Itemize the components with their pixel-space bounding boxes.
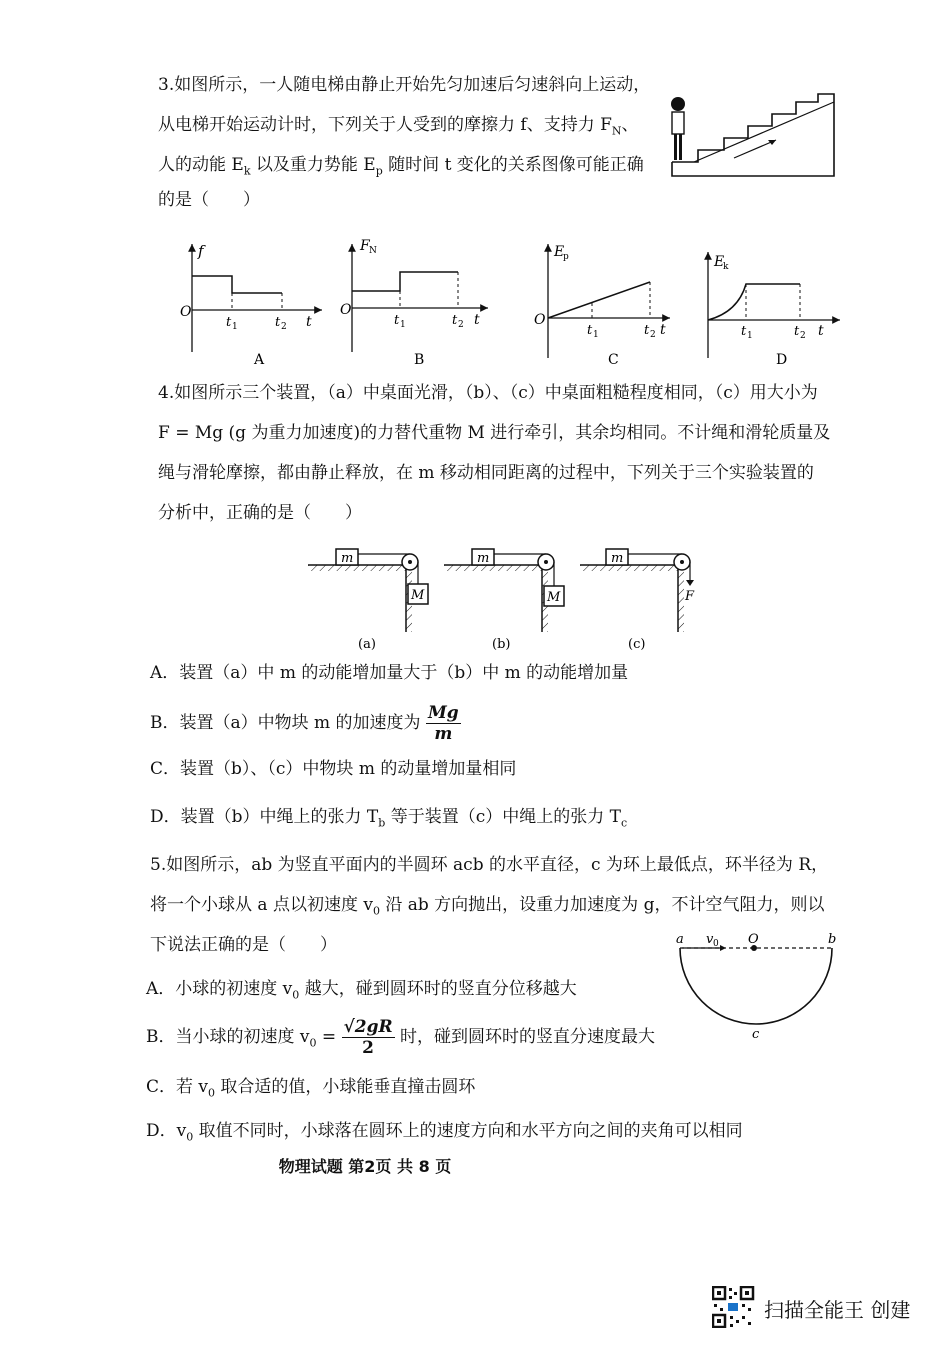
q5-point-o: O (748, 932, 759, 947)
q5-line-3: 下说法正确的是（ ） (150, 935, 337, 955)
graph-c (534, 244, 670, 368)
q5-point-c: c (752, 1027, 760, 1042)
q4-option-b-num: Mg (427, 703, 459, 723)
q4-option-d-text: D．装置（b）中绳上的张力 T (150, 807, 379, 827)
page-footer: 物理试题 第2页 共 8 页 (278, 1157, 452, 1176)
q3-line-3 (158, 154, 644, 182)
q5-option-b-sub: 0 (309, 1036, 317, 1050)
q5-option-a-tail: 越大，碰到圆环时的竖直分位移越大 (299, 979, 577, 999)
qr-code-icon (712, 1286, 756, 1328)
graph-c-t2: t (644, 323, 650, 338)
graph-c-t1: t (587, 323, 593, 338)
graph-d-taxis: t (818, 323, 824, 339)
watermark-text: 扫描全能王 创建 (764, 1298, 911, 1322)
q5-v0-sub: 0 (713, 939, 719, 949)
q5-line-1: 5.如图所示，ab 为竖直平面内的半圆环 acb 的水平直径，c 为环上最低点，环半径为 R， (150, 855, 829, 875)
graph-a-label: A (254, 352, 265, 368)
q5-option-a-sub: 0 (292, 988, 300, 1002)
q3-line-4: 的是（ ） (158, 190, 260, 210)
q5-semicircle-figure (668, 928, 844, 1044)
setup-a (308, 549, 428, 652)
q5-option-d-sub: 0 (186, 1130, 194, 1144)
q5-option-b-tail: 时，碰到圆环时的竖直分速度最大 (394, 1027, 656, 1047)
graph-d-ysub: k (723, 262, 729, 272)
graph-b-label: B (414, 352, 425, 368)
q3-line-3-sub: k (243, 164, 251, 178)
q4-line-2: F = Mg (g 为重力加速度)的力替代重物 M 进行牵引，其余均相同。不计绳和滑轮质量及 (158, 423, 831, 443)
q5-option-b-fraction (342, 1017, 395, 1058)
q3-line-1: 3.如图所示，一人随电梯由静止开始先匀加速后匀速斜向上运动， (158, 75, 651, 95)
graph-b-origin: O (340, 302, 352, 318)
graph-b-t2-sub: 2 (458, 320, 464, 330)
graph-d-t1: t (741, 324, 747, 339)
graph-d-t1-sub: 1 (747, 331, 753, 341)
graph-b (340, 238, 488, 368)
escalator-figure (664, 86, 840, 178)
graph-a-t2-sub: 2 (281, 322, 287, 332)
graph-c-t1-sub: 1 (593, 330, 599, 340)
q3-graphs (176, 236, 846, 372)
q3-line-2 (158, 114, 639, 142)
setup-b-hang: M (547, 590, 561, 605)
q5-option-d-tail: 取值不同时，小球落在圆环上的速度方向和水平方向之间的夹角可以相同 (193, 1121, 743, 1141)
setup-b (444, 549, 564, 652)
setup-c (580, 549, 695, 652)
graph-d-ylabel: E (714, 254, 725, 270)
q4-option-d (150, 806, 627, 834)
graph-d-label: D (776, 352, 788, 368)
q3-line-3-sub2: p (375, 164, 383, 178)
graph-a-t1: t (226, 315, 232, 330)
graph-a (180, 242, 322, 368)
setup-b-block: m (477, 551, 490, 566)
q4-option-c: C．装置（b）、（c）中物块 m 的动量增加量相同 (150, 759, 517, 779)
setup-a-hang: M (411, 588, 425, 603)
q3-line-2-text: 从电梯开始运动计时，下列关于人受到的摩擦力 f、支持力 F (158, 115, 612, 135)
q5-v0: v (706, 932, 714, 947)
q5-option-d (146, 1120, 743, 1148)
q5-line-2-text: 将一个小球从 a 点以初速度 v (150, 895, 373, 915)
q3-line-3-text: 人的动能 E (158, 155, 244, 175)
graph-b-t2: t (452, 313, 458, 328)
q4-option-b-den: m (434, 724, 453, 744)
graph-b-t1: t (394, 313, 400, 328)
graph-a-t1-sub: 1 (232, 322, 238, 332)
graph-c-ysub: p (563, 252, 569, 262)
q5-point-a: a (676, 932, 684, 947)
q5-line-2 (150, 894, 824, 922)
q4-line-3: 绳与滑轮摩擦，都由静止释放，在 m 移动相同距离的过程中，下列关于三个实验装置的 (158, 463, 814, 483)
q4-option-d-sub1: b (378, 816, 386, 830)
graph-b-ylabel: F (360, 238, 370, 254)
q5-line-2-tail: 沿 ab 方向抛出，设重力加速度为 g，不计空气阻力，则以 (379, 895, 825, 915)
q4-pulley-figure (306, 542, 706, 654)
graph-c-taxis: t (660, 322, 666, 338)
setup-b-caption: (b) (492, 637, 511, 652)
graph-b-ysub: N (369, 246, 377, 256)
graph-a-ylabel: f (198, 242, 204, 260)
q5-option-c (146, 1076, 475, 1104)
q4-option-d-sub2: c (620, 816, 628, 830)
q5-option-c-tail: 取合适的值，小球能垂直撞击圆环 (215, 1077, 476, 1097)
q5-option-b (146, 1014, 655, 1060)
graph-c-ylabel: E (554, 244, 565, 260)
q4-option-b-text: B．装置（a）中物块 m 的加速度为 (150, 713, 421, 733)
q5-option-b-text: B．当小球的初速度 v (146, 1027, 310, 1047)
q5-option-b-den: 2 (362, 1038, 375, 1058)
q4-option-b (150, 701, 461, 745)
q5-option-c-text: C．若 v (146, 1077, 209, 1097)
graph-a-taxis: t (306, 314, 312, 330)
q5-option-a (146, 978, 577, 1006)
q3-line-3-tail: 随时间 t 变化的关系图像可能正确 (382, 155, 644, 175)
setup-a-block: m (341, 551, 354, 566)
graph-a-t2: t (275, 315, 281, 330)
graph-d-t2-sub: 2 (800, 331, 806, 341)
q4-line-1: 4.如图所示三个装置，（a）中桌面光滑，（b）、（c）中桌面粗糙程度相同，（c）用大小为 (158, 383, 818, 403)
setup-c-force: F (685, 589, 695, 604)
setup-c-block: m (611, 551, 624, 566)
graph-c-label: C (608, 352, 619, 368)
q5-option-b-eq: = (316, 1027, 337, 1047)
q3-line-3-mid: 以及重力势能 E (250, 155, 376, 175)
q5-line-2-sub: 0 (372, 904, 380, 918)
q5-option-d-text: D．v (146, 1121, 187, 1141)
q5-option-a-text: A．小球的初速度 v (146, 979, 293, 999)
q4-option-d-mid: 等于装置（c）中绳上的张力 T (385, 807, 621, 827)
q5-option-b-num: √2gR (343, 1017, 393, 1037)
graph-c-origin: O (534, 312, 546, 328)
q5-point-b: b (828, 932, 837, 947)
setup-a-caption: (a) (358, 637, 376, 652)
graph-c-t2-sub: 2 (650, 330, 656, 340)
q5-option-c-sub: 0 (208, 1086, 216, 1100)
q3-line-2-sub: N (611, 124, 622, 138)
graph-b-t1-sub: 1 (400, 320, 406, 330)
q3-line-2-tail: 、 (621, 115, 639, 135)
setup-c-caption: (c) (628, 637, 646, 652)
graph-d (708, 252, 840, 368)
q4-option-a: A．装置（a）中 m 的动能增加量大于（b）中 m 的动能增加量 (150, 663, 629, 683)
graph-d-t2: t (794, 324, 800, 339)
graph-a-origin: O (180, 304, 192, 320)
graph-b-taxis: t (474, 312, 480, 328)
q4-option-b-fraction (426, 703, 461, 744)
q4-line-4: 分析中，正确的是（ ） (158, 503, 362, 523)
